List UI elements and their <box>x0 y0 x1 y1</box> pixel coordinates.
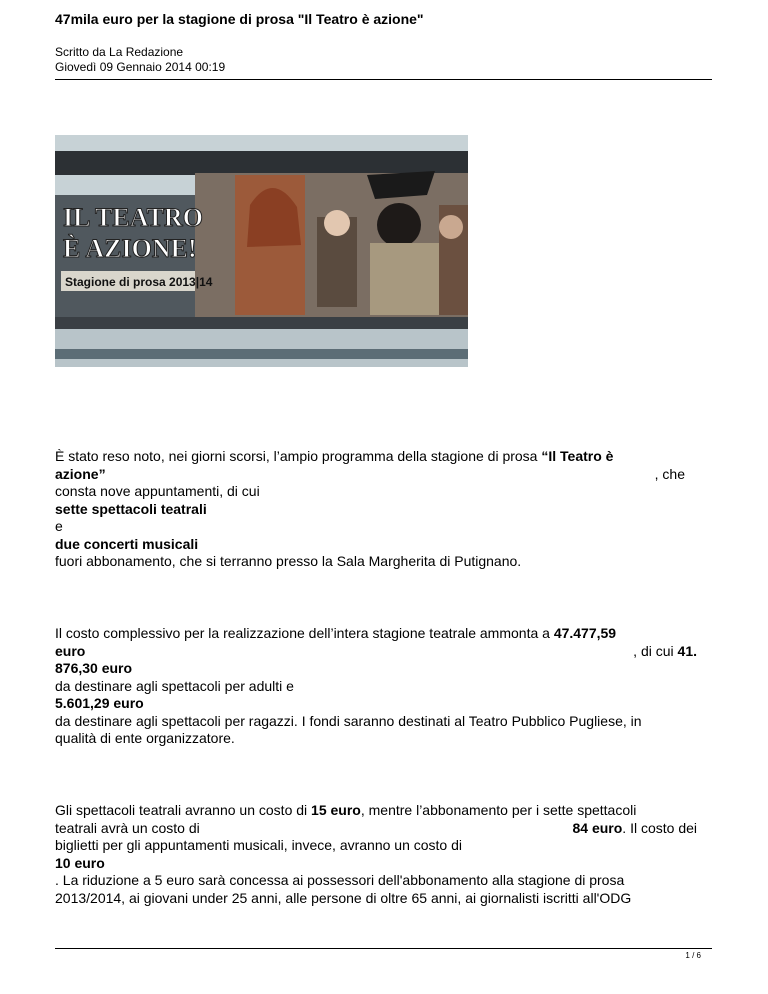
p3-text-5: biglietti per gli appuntamenti musicali, invece, avranno un costo di <box>55 837 463 853</box>
p1-text-1: È stato reso noto, nei giorni scorsi, l’ampio programma della stagione di prosa <box>55 448 542 464</box>
p3-bold-2: 84 euro <box>572 819 623 836</box>
paragraph-3 <box>55 802 715 907</box>
p3-text-2: , mentre l’abbonamento per i sette spettacoli <box>360 802 637 818</box>
p2-text-4: da destinare agli spettacoli per ragazzi. I fondi saranno destinati al Teatro Pubblico Pugliese, in <box>55 712 642 729</box>
header-divider <box>55 79 712 80</box>
author-line: Scritto da La Redazione <box>55 45 184 59</box>
p2-bold-5: 5.601,29 euro <box>55 695 144 711</box>
p3-text-3: teatrali avrà un costo di <box>55 819 200 836</box>
p3-bold-1: 15 euro <box>311 802 361 818</box>
banner-image <box>55 135 468 367</box>
p2-text-3: da destinare agli spettacoli per adulti e <box>55 677 294 694</box>
p2-bold-1: 47.477,59 <box>553 625 617 641</box>
paragraph-2 <box>55 625 715 748</box>
p2-text-1: Il costo complessivo per la realizzazione dell’intera stagione teatrale ammonta a <box>55 625 554 641</box>
paragraph-1 <box>55 448 715 571</box>
p2-bold-3: 41. <box>677 642 697 659</box>
p2-bold-2: euro <box>55 642 86 659</box>
p1-text-4: e <box>55 518 63 534</box>
p1-bold-2: azione” <box>55 465 106 482</box>
banner-subtitle: Stagione di prosa 2013|14 <box>65 275 213 289</box>
p2-text-5: qualità di ente organizzatore. <box>55 730 235 746</box>
p2-bold-4: 876,30 euro <box>55 660 133 676</box>
banner-title-line2: È AZIONE! <box>63 234 197 263</box>
date-line: Giovedì 09 Gennaio 2014 00:19 <box>55 60 226 74</box>
article-meta <box>55 45 225 75</box>
article-title: 47mila euro per la stagione di prosa "Il Teatro è azione" <box>55 11 424 27</box>
banner-title-line1: IL TEATRO <box>63 203 203 232</box>
p3-bold-3: 10 euro <box>55 854 105 871</box>
p3-text-7: 2013/2014, ai giovani under 25 anni, alle persone di oltre 65 anni, ai giornalisti iscritti all'ODG <box>55 889 632 906</box>
p1-text-5: fuori abbonamento, che si terranno presso la Sala Margherita di Putignano. <box>55 553 522 569</box>
p3-text-1: Gli spettacoli teatrali avranno un costo di <box>55 802 312 818</box>
p1-text-3: consta nove appuntamenti, di cui <box>55 483 260 499</box>
p2-text-2: , di cui <box>633 642 678 659</box>
p1-bold-1: “Il Teatro è <box>541 448 614 464</box>
p1-bold-4: due concerti musicali <box>55 535 199 552</box>
p3-text-4: . Il costo dei <box>622 819 697 836</box>
footer-divider <box>55 948 712 949</box>
p1-text-2: , che <box>654 465 685 482</box>
p1-bold-3: sette spettacoli teatrali <box>55 500 207 517</box>
p3-text-6: . La riduzione a 5 euro sarà concessa ai possessori dell'abbonamento alla stagione di prosa <box>55 872 625 888</box>
page-number: 1 / 6 <box>685 951 701 960</box>
